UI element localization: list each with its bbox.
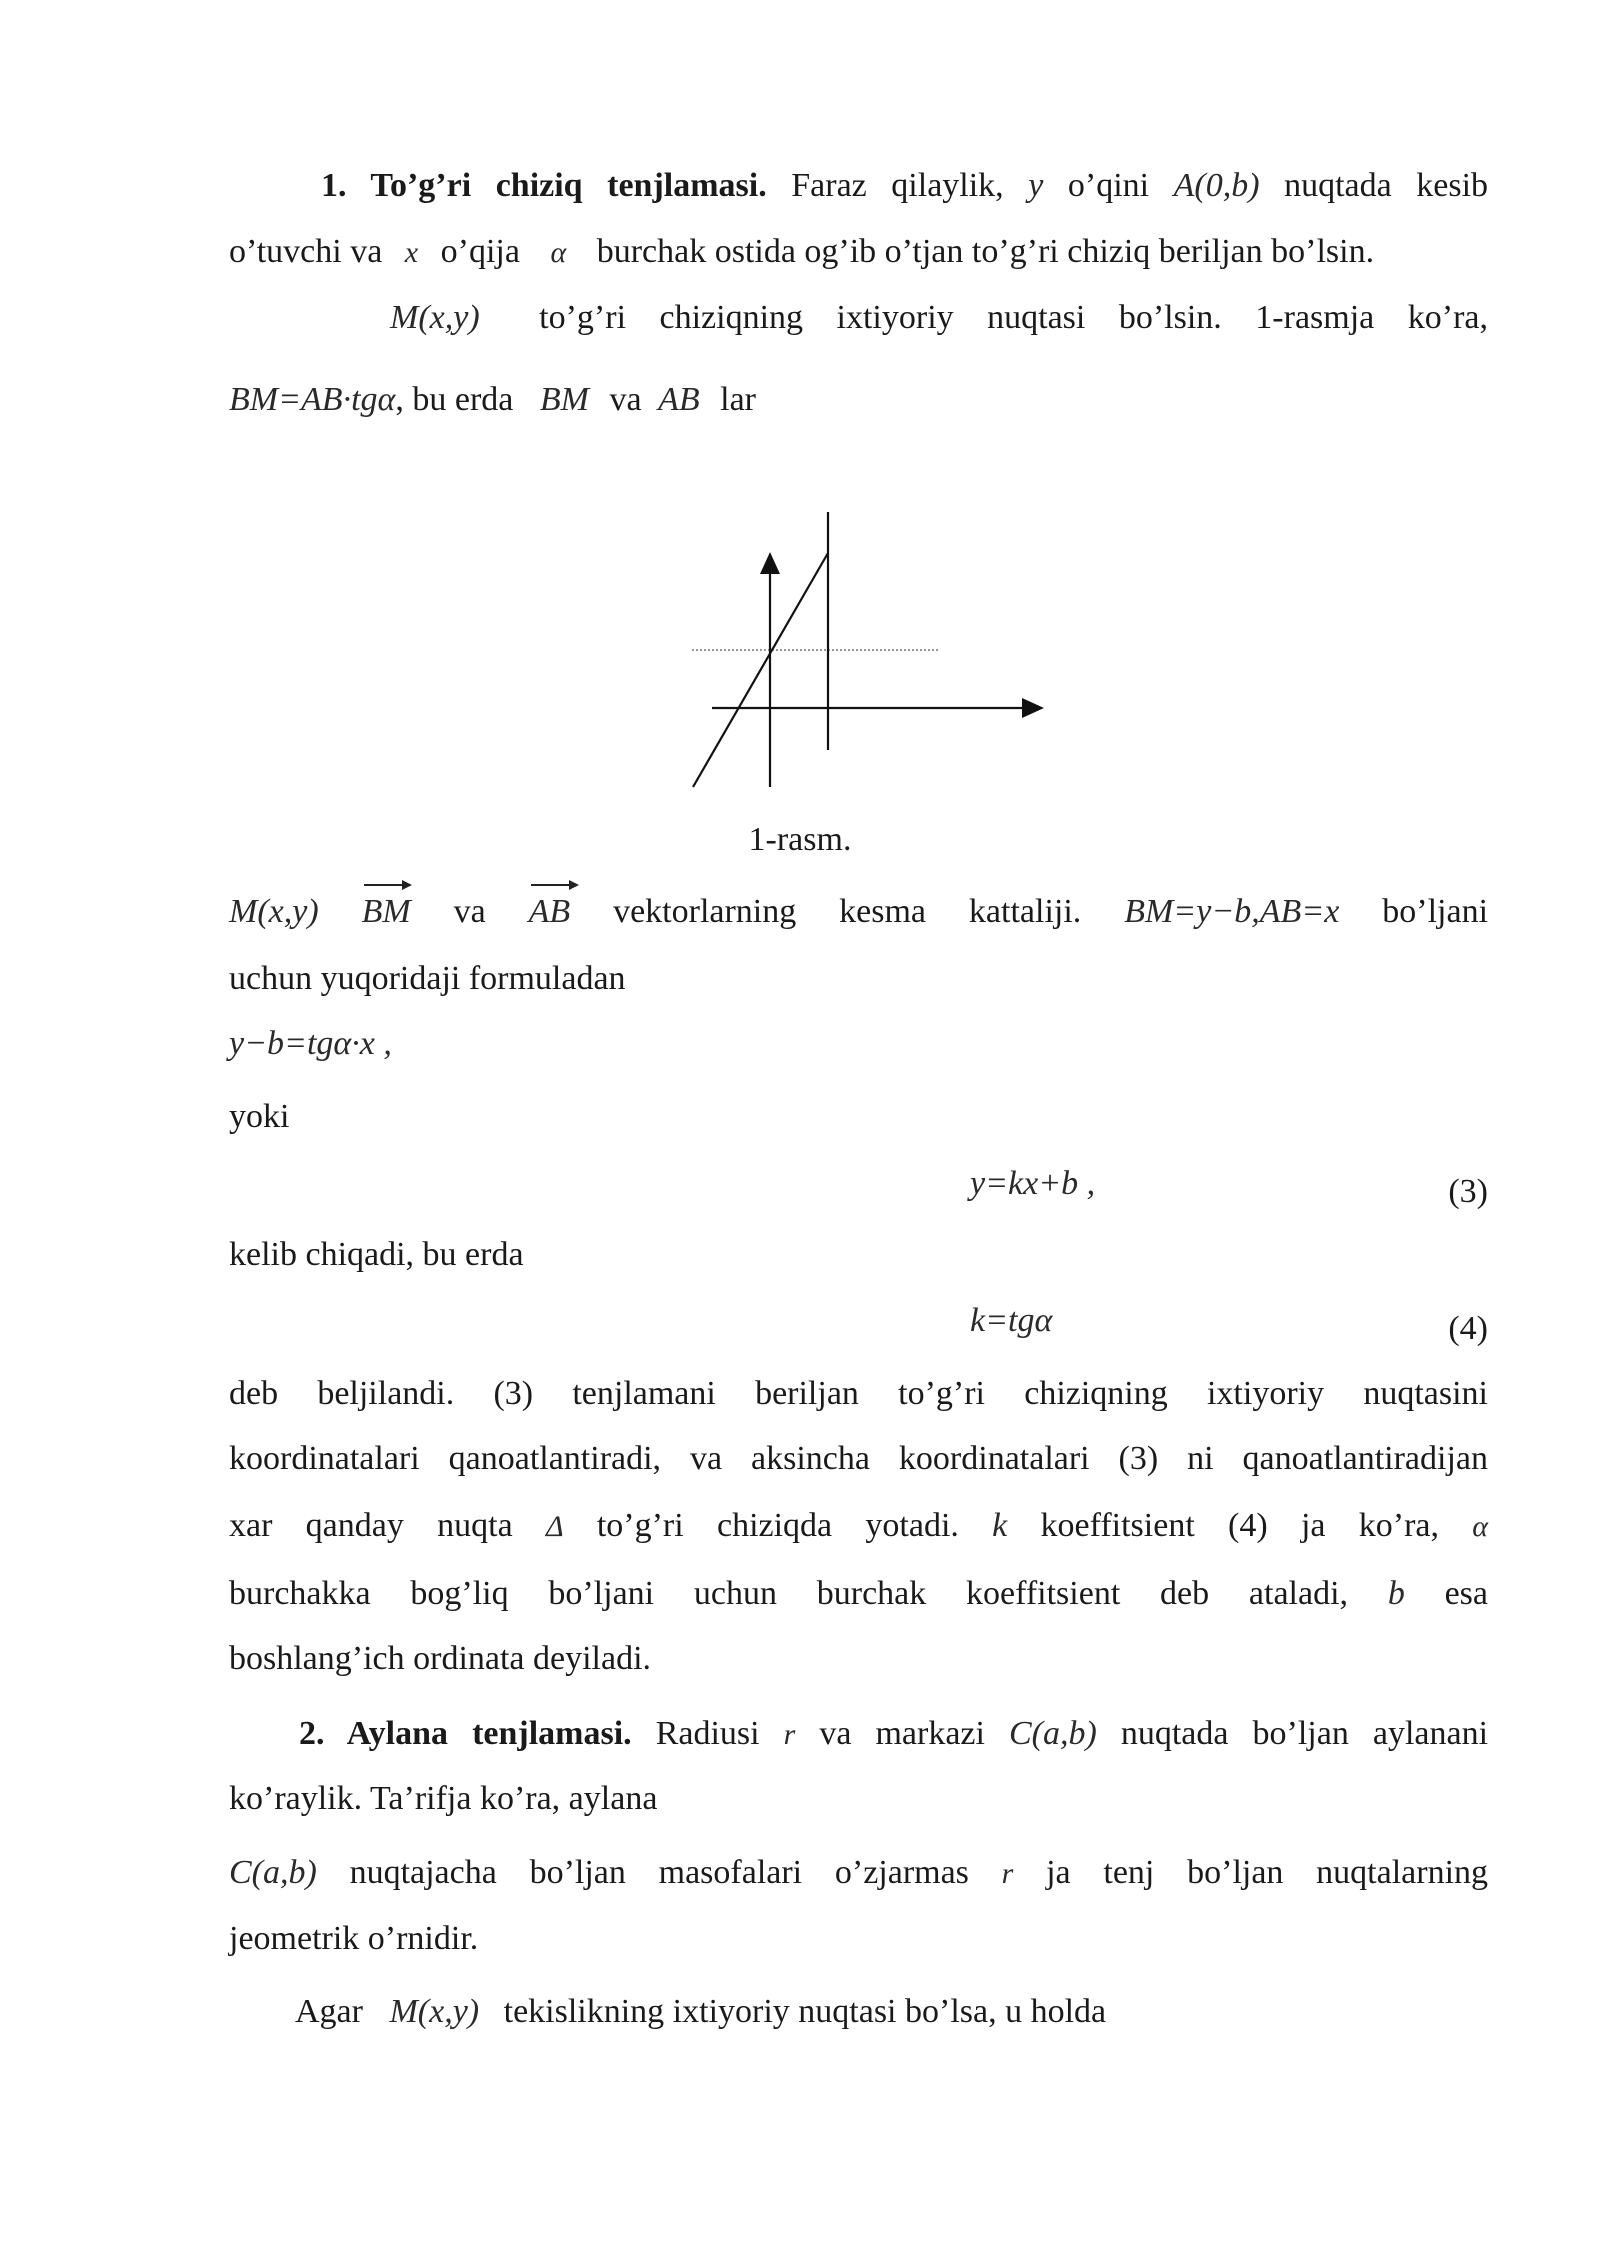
- p2-line-4: kelib chiqadi, bu erda: [229, 1236, 524, 1273]
- math-alpha: α: [1472, 1510, 1489, 1543]
- text: bo’ljani: [1382, 893, 1489, 930]
- p1-line-2: [229, 230, 1488, 275]
- math-formula: BM=AB·tgα: [229, 381, 396, 418]
- p3-line-1: deb beljilandi. (3) tenjlamani beriljan to’g’ri chiziqning ixtiyoriy nuqtasini: [229, 1375, 1488, 1412]
- math-point-m: M(x,y): [389, 1993, 480, 2030]
- p2-line-1: [229, 890, 1488, 934]
- math-x: x: [404, 236, 419, 269]
- math-alpha: α: [550, 236, 567, 269]
- text: nuqtada bo’ljan aylanani: [1120, 1715, 1489, 1752]
- math-delta: Δ: [545, 1510, 564, 1543]
- p3-line-4: [229, 1572, 1488, 1616]
- math-ab: AB: [528, 893, 571, 930]
- text: xar qanday nuqta: [229, 1507, 513, 1544]
- p3-line-2: koordinatalari qanoatlantiradi, va aksincha koordinatalari (3) ni qanoatlantiradijan: [229, 1440, 1488, 1477]
- y-axis-arrow-icon: [760, 552, 780, 574]
- math-formula: BM=y−b,AB=x: [1124, 893, 1340, 930]
- equation-4: k=tgα: [970, 1302, 1053, 1339]
- text: nuqtada kesib: [1284, 167, 1489, 204]
- text: nuqtajacha bo’ljan masofalari o’zjarmas: [349, 1854, 969, 1891]
- vector-ab: [529, 890, 571, 934]
- text: va: [453, 893, 486, 930]
- figure-caption: 1-rasm.: [748, 821, 852, 858]
- math-bm: BM: [539, 381, 589, 418]
- p3-line-3: [229, 1504, 1488, 1549]
- p1-line-4: [229, 378, 1488, 422]
- p2-line-3: yoki: [229, 1098, 290, 1135]
- math-point-c: C(a,b): [229, 1854, 317, 1891]
- p4-line-4: jeometrik o’rnidir.: [229, 1920, 479, 1957]
- p3-line-5: boshlang’ich ordinata deyiladi.: [229, 1640, 652, 1677]
- text: o’tuvchi va: [229, 233, 383, 270]
- math-point-a: A(0,b): [1173, 167, 1260, 204]
- vector-arrow-icon: [529, 878, 581, 892]
- p4-line-1: [229, 1712, 1488, 1757]
- p2-line-2: uchun yuqoridaji formuladan: [229, 960, 626, 997]
- text: o’qija: [440, 233, 520, 270]
- math-b: b: [1387, 1575, 1405, 1612]
- vector-bm: [362, 890, 411, 934]
- text: burchakka bog’liq bo’ljani uchun burchak koeffitsient deb ataladi,: [229, 1575, 1349, 1612]
- text: to’g’ri chiziqning ixtiyoriy nuqtasi bo’lsin. 1-rasmja ko’ra,: [539, 299, 1488, 336]
- text: to’g’ri chiziqda yotadi.: [596, 1507, 959, 1544]
- text: va: [609, 381, 642, 418]
- math-k: k: [992, 1507, 1008, 1544]
- equation-3: y=kx+b ,: [970, 1165, 1096, 1202]
- math-point-c: C(a,b): [1009, 1715, 1097, 1752]
- math-bm: BM: [361, 893, 411, 930]
- p4-line-2: ko’raylik. Ta’rifja ko’ra, aylana: [229, 1780, 658, 1817]
- text: koeffitsient (4) ja ko’ra,: [1040, 1507, 1440, 1544]
- text: , bu erda: [395, 381, 514, 418]
- figure-line-graph: [660, 505, 1060, 805]
- equation-number: (4): [1448, 1310, 1488, 1347]
- math-ab: AB: [658, 381, 700, 418]
- text: esa: [1444, 1575, 1489, 1612]
- p1-line-1: [229, 164, 1488, 208]
- text: ja tenj bo’ljan nuqtalarning: [1046, 1854, 1489, 1891]
- x-axis-arrow-icon: [1022, 698, 1044, 718]
- section-heading-line: 1. To’g’ri chiziq tenjlamasi.: [321, 167, 767, 204]
- sloped-line: [693, 553, 828, 787]
- section-heading-circle: 2. Aylana tenjlamasi.: [299, 1715, 632, 1752]
- text: lar: [720, 381, 756, 418]
- text: Radiusi: [655, 1715, 760, 1752]
- math-point-m: M(x,y): [229, 893, 319, 930]
- text: va markazi: [819, 1715, 985, 1752]
- math-point-m: M(x,y): [390, 299, 480, 336]
- text: vektorlarning kesma kattaliji.: [613, 893, 1082, 930]
- p4-line-3: [229, 1851, 1488, 1896]
- p4-line-5: [229, 1990, 1488, 2034]
- equation-number: (3): [1448, 1173, 1488, 1210]
- text: o’qini: [1067, 167, 1150, 204]
- text: Agar: [295, 1993, 363, 2030]
- text: burchak ostida og’ib o’tjan to’g’ri chiziq beriljan bo’lsin.: [596, 233, 1375, 270]
- p1-line-3: [390, 296, 1488, 340]
- math-r: r: [1001, 1857, 1014, 1890]
- math-y: y: [1028, 167, 1044, 204]
- vector-arrow-icon: [362, 878, 414, 892]
- equation-1: y−b=tgα·x ,: [229, 1025, 392, 1062]
- text: tekislikning ixtiyoriy nuqtasi bo’lsa, u holda: [503, 1993, 1107, 2030]
- math-r: r: [783, 1718, 796, 1751]
- text: Faraz qilaylik,: [791, 167, 1004, 204]
